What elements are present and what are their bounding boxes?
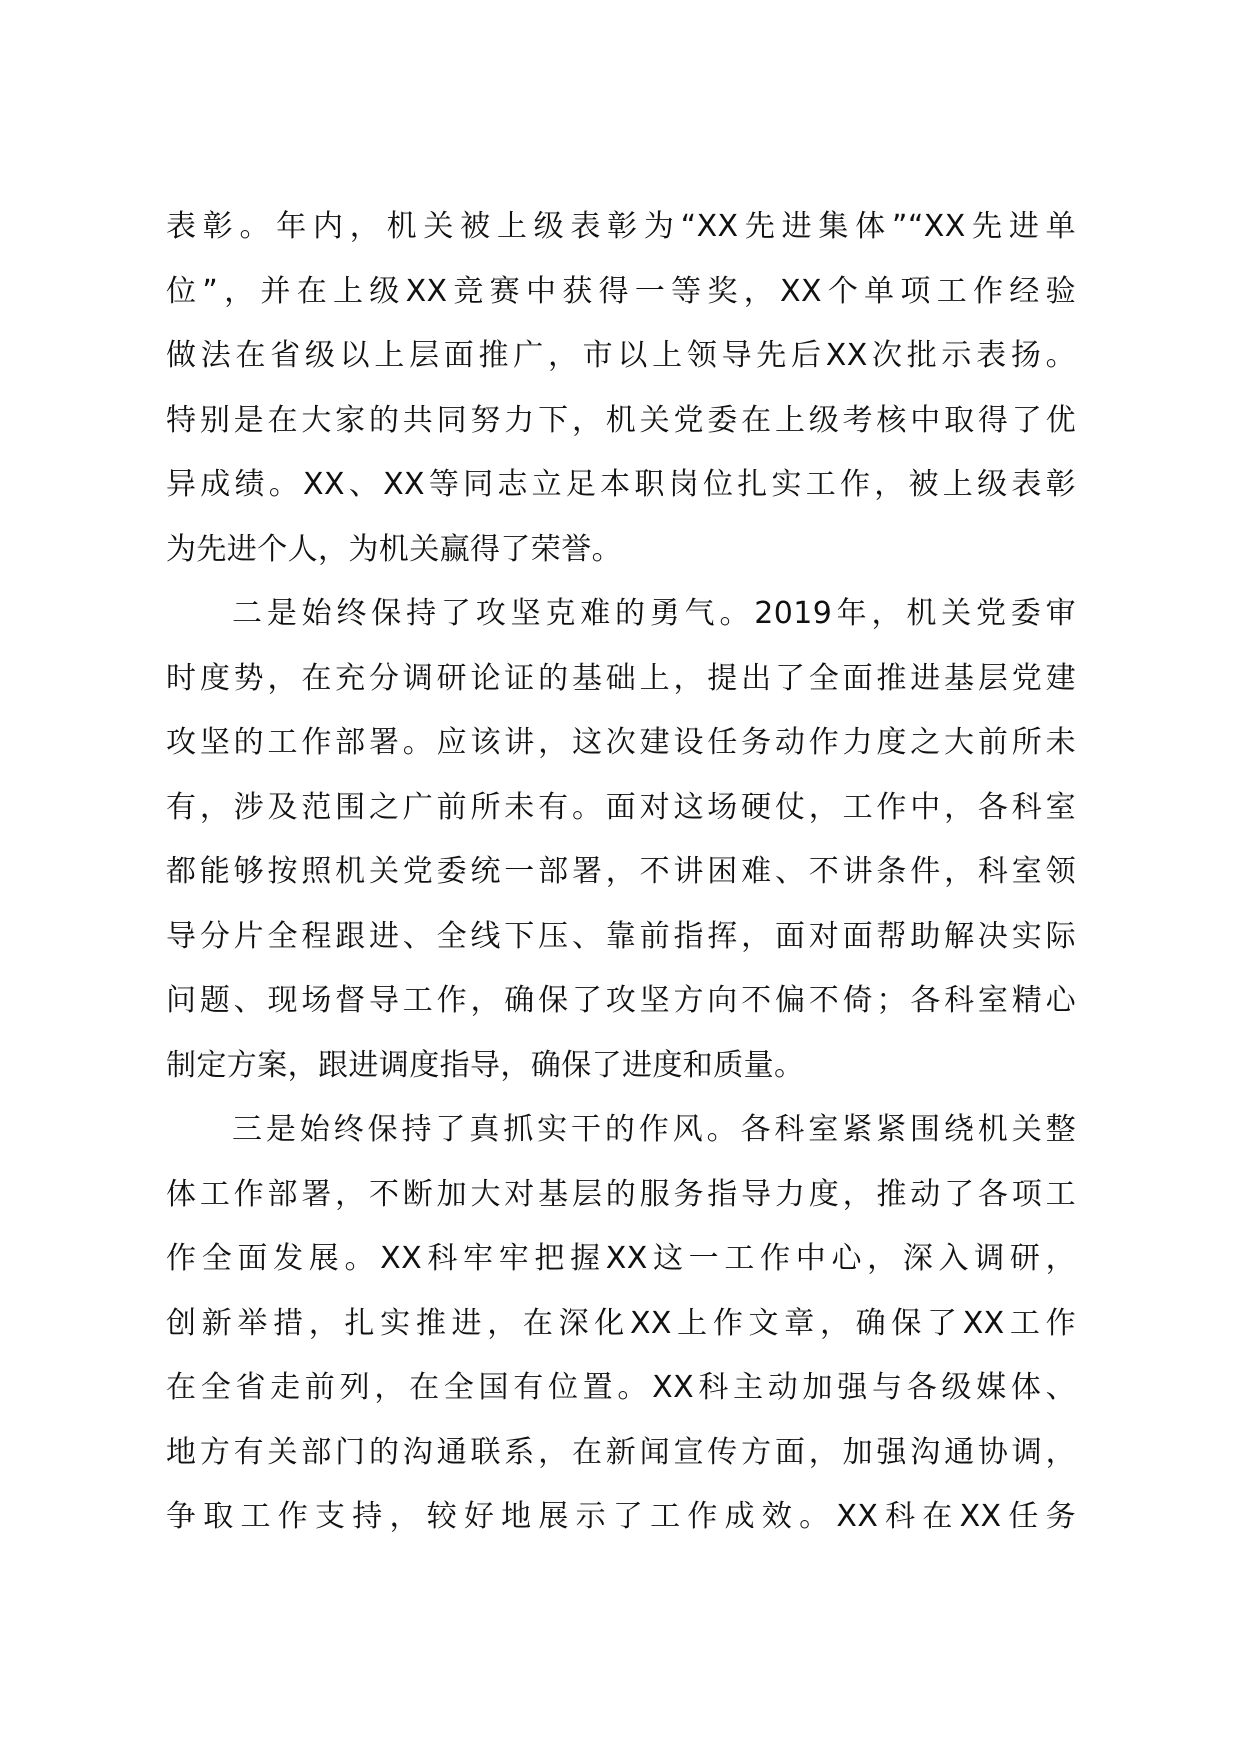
text-line: 特别是在大家的共同努力下，机关党委在上级考核中取得了优: [166, 402, 1076, 438]
text-line: 有，涉及范围之广前所未有。面对这场硬仗，工作中，各科室: [166, 789, 1076, 825]
text-line: 都能够按照机关党委统一部署，不讲困难、不讲条件，科室领: [166, 854, 1076, 889]
text-line: 地方有关部门的沟通联系，在新闻宣传方面，加强沟通协调，: [166, 1434, 1076, 1470]
text-line: 攻坚的工作部署。应该讲，这次建设任务动作力度之大前所未: [166, 725, 1076, 760]
text-line: 异成绩。XX、XX等同志立足本职岗位扎实工作，被上级表彰: [166, 467, 1076, 502]
text-line: 导分片全程跟进、全线下压、靠前指挥，面对面帮助解决实际: [166, 918, 1076, 954]
paragraph-start-line: 三是始终保持了真抓实干的作风。各科室紧紧围绕机关整: [232, 1112, 1076, 1147]
text-line: 时度势，在充分调研论证的基础上，提出了全面推进基层党建: [166, 660, 1076, 696]
text-line: 为先进个人，为机关赢得了荣誉。: [166, 531, 622, 567]
text-line: 争取工作支持，较好地展示了工作成效。XX科在XX任务: [166, 1499, 1076, 1534]
text-line: 做法在省级以上层面推广，市以上领导先后XX次批示表扬。: [166, 338, 1076, 373]
text-line: 体工作部署，不断加大对基层的服务指导力度，推动了各项工: [166, 1176, 1076, 1212]
text-line: 作全面发展。XX科牢牢把握XX这一工作中心，深入调研，: [166, 1241, 1076, 1276]
text-line: 制定方案，跟进调度指导，确保了进度和质量。: [166, 1047, 805, 1083]
text-line: 在全省走前列，在全国有位置。XX科主动加强与各级媒体、: [166, 1370, 1076, 1405]
text-line: 问题、现场督导工作，确保了攻坚方向不偏不倚；各科室精心: [166, 983, 1076, 1018]
text-line: 表彰。年内，机关被上级表彰为“XX先进集体”“XX先进单: [166, 209, 1076, 244]
text-line: 创新举措，扎实推进，在深化XX上作文章，确保了XX工作: [166, 1305, 1076, 1341]
body-text: [166, 195, 1076, 1550]
text-line: 位”，并在上级XX竞赛中获得一等奖，XX个单项工作经验: [166, 273, 1076, 309]
paragraph-start-line: 二是始终保持了攻坚克难的勇气。2019年，机关党委审: [232, 596, 1076, 631]
